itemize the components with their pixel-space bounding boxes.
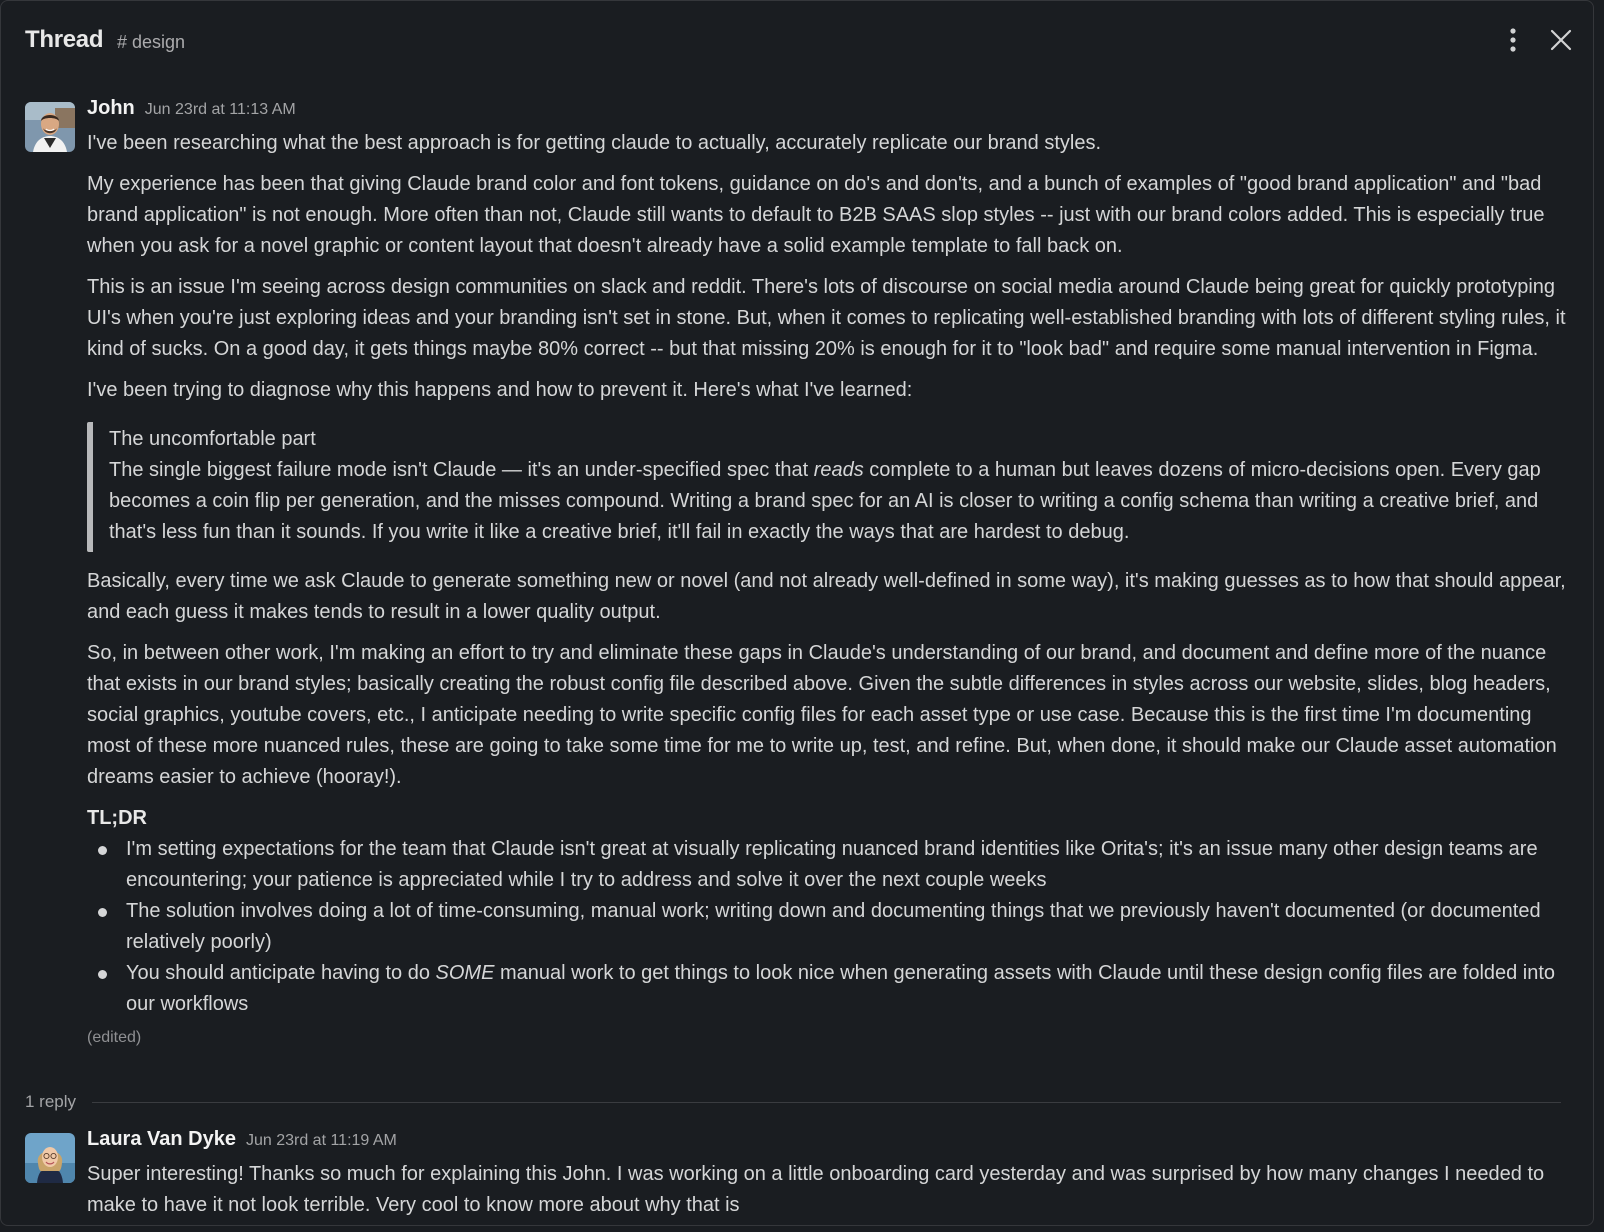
message-paragraph: Basically, every time we ask Claude to generate something new or novel (and not already well-defined in some way), it's making guesses as to how that should appear, and each guess it makes tends to result in a lower quality output.	[87, 570, 1566, 623]
message-paragraph: I've been trying to diagnose why this happens and how to prevent it. Here's what I've learned:	[87, 379, 913, 401]
list-item: I'm setting expectations for the team that Claude isn't great at visually replicating nuanced brand identities like Orita's; it's an issue many other design teams are encountering; your patience is appreciated while I try to address and solve it over the next couple weeks	[87, 834, 1577, 896]
avatar-laura[interactable]	[25, 1133, 75, 1183]
user-avatar-icon	[25, 1133, 75, 1183]
reply-header	[87, 1128, 397, 1151]
author-name[interactable]: John	[87, 97, 135, 119]
thread-title: Thread	[25, 26, 104, 53]
message-paragraph: So, in between other work, I'm making an effort to try and eliminate these gaps in Claude's understanding of our brand, and document and define more of the nuance that exists in our brand styles; basically creating the robust config file described above. Given the subtle differences in styles across our website, slides, blog headers, social graphics, youtube covers, etc., I anticipate needing to write specific config files for each asset type or use case. Because this is the first time I'm documenting most of these more nuanced rules, these are going to take some time for me to write up, test, and refine. But, when done, it should make our Claude asset automation dreams easier to achieve (hooray!).	[87, 642, 1557, 788]
tldr-list	[87, 834, 1577, 1020]
bullet-icon	[98, 846, 107, 855]
reply-divider	[25, 1087, 1561, 1117]
user-avatar-icon	[25, 102, 75, 152]
channel-link[interactable]: # design	[117, 32, 186, 52]
message-paragraph: My experience has been that giving Claude brand color and font tokens, guidance on do's and don'ts, and a bunch of examples of "good brand application" and "bad brand application" is not enough. More often than not, Claude still wants to default to B2B SAAS slop styles -- just with our brand colors added. This is especially true when you ask for a novel graphic or content layout that doesn't already have a solid example template to fall back on.	[87, 173, 1545, 257]
thread-header	[1, 1, 1593, 81]
list-item: The solution involves doing a lot of time-consuming, manual work; writing down and documenting things that we previously haven't documented (or documented relatively poorly)	[87, 896, 1577, 958]
reply-body	[87, 1159, 1577, 1226]
divider-line	[92, 1102, 1561, 1103]
quote-text: The single biggest failure mode isn't Claude — it's an under-specified spec that reads complete to a human but leaves dozens of micro-decisions open. Every gap becomes a coin flip per generation, and the misses compound. Writing a brand spec for an AI is closer to writing a config schema than writing a creative brief, and that's less fun than it sounds. If you write it like a creative brief, it'll fail in exactly the ways that are hardest to debug.	[109, 459, 1541, 543]
avatar-john[interactable]	[25, 102, 75, 152]
block-quote	[87, 422, 1577, 552]
edited-label: (edited)	[87, 1029, 142, 1046]
close-thread-button[interactable]	[1545, 23, 1577, 57]
quote-title: The uncomfortable part	[109, 428, 316, 450]
message-body	[87, 128, 1577, 1053]
close-icon	[1550, 29, 1572, 51]
message-paragraph: This is an issue I'm seeing across design communities on slack and reddit. There's lots of discourse on social media around Claude being great for quickly prototyping UI's when you're just exploring ideas and your branding isn't set in stone. But, when it comes to replicating well-established branding with lots of different styling rules, it kind of sucks. On a good day, it gets things maybe 80% correct -- but that missing 20% is enough for it to "look bad" and require some manual intervention in Figma.	[87, 276, 1566, 360]
more-options-button[interactable]	[1497, 23, 1529, 57]
reply-paragraph: Super interesting! Thanks so much for explaining this John. I was working on a little onboarding card yesterday and was surprised by how many changes I needed to make to have it not look terrible. Very cool to know more about why that is	[87, 1163, 1545, 1216]
more-vertical-icon	[1509, 27, 1517, 53]
tldr-heading: TL;DR	[87, 807, 147, 829]
message-paragraph: I've been researching what the best approach is for getting claude to actually, accurately replicate our brand styles.	[87, 132, 1102, 154]
author-name[interactable]: Laura Van Dyke	[87, 1128, 236, 1150]
list-item: You should anticipate having to do SOME manual work to get things to look nice when generating assets with Claude until these design config files are folded into our workflows	[87, 958, 1577, 1020]
bullet-icon	[98, 970, 107, 979]
message-timestamp[interactable]: Jun 23rd at 11:13 AM	[144, 101, 296, 118]
message-header	[87, 97, 296, 120]
reply-count: 1 reply	[25, 1092, 77, 1111]
bullet-icon	[98, 908, 107, 917]
reply-timestamp[interactable]: Jun 23rd at 11:19 AM	[245, 1132, 397, 1149]
